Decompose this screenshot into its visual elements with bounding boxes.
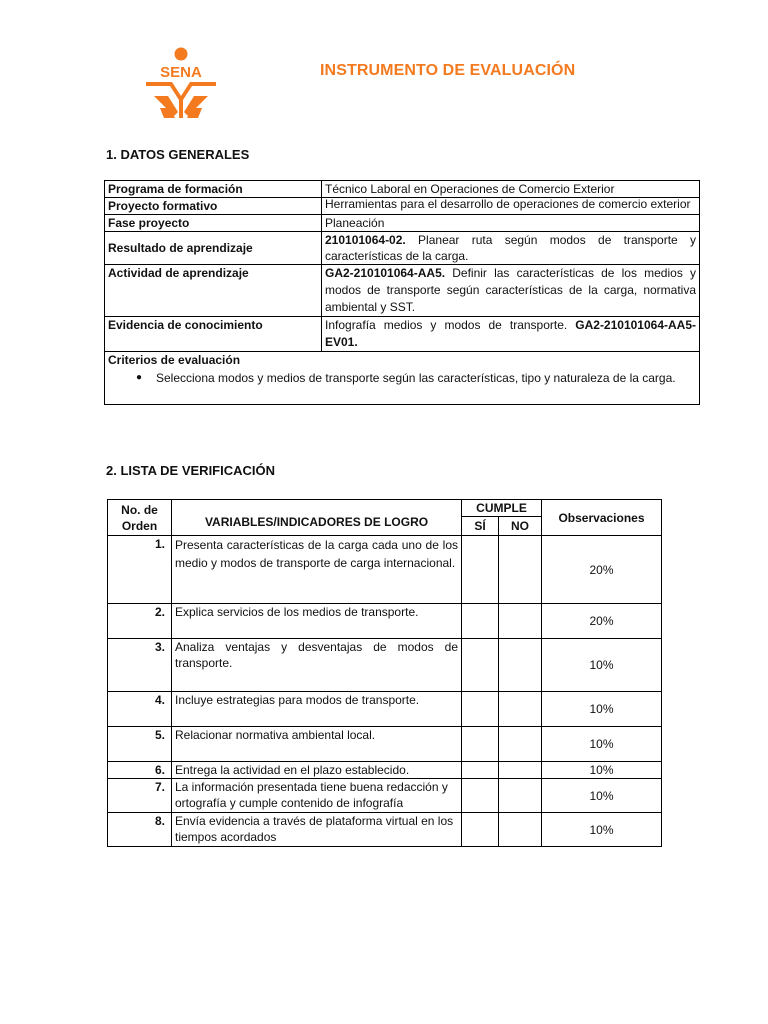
row-obs: 10% xyxy=(542,762,662,779)
table-row xyxy=(105,198,700,215)
table-row xyxy=(108,727,662,762)
row-text: Definir las características de los medios y modos de transporte según características de la carga, normativa ambiental y SST. xyxy=(325,266,696,314)
table-row xyxy=(108,762,662,779)
row-si-cell[interactable] xyxy=(462,813,499,847)
row-indicator: Incluye estrategias para modos de transporte. xyxy=(172,692,462,727)
row-no-cell[interactable] xyxy=(499,639,542,692)
table-row xyxy=(108,692,662,727)
row-indicator: Entrega la actividad en el plazo establecido. xyxy=(172,762,462,779)
section-datos-generales-title: 1. DATOS GENERALES xyxy=(106,147,250,162)
row-text: Infografía medios y modos de transporte. xyxy=(325,318,576,332)
logo-figure xyxy=(146,82,216,118)
row-si-cell[interactable] xyxy=(462,727,499,762)
row-no-cell[interactable] xyxy=(499,604,542,639)
table-row xyxy=(105,265,700,317)
checklist-table xyxy=(107,499,662,847)
table-row xyxy=(108,813,662,847)
general-data-table xyxy=(104,180,700,405)
table-row xyxy=(108,779,662,813)
row-label: Resultado de aprendizaje xyxy=(105,232,322,265)
row-num: 4. xyxy=(108,692,172,727)
criteria-cell xyxy=(105,352,700,405)
row-label: Proyecto formativo xyxy=(105,198,322,215)
col-header-obs: Observaciones xyxy=(542,500,662,536)
row-obs: 20% xyxy=(542,604,662,639)
row-no-cell[interactable] xyxy=(499,779,542,813)
row-value: Herramientas para el desarrollo de operaciones de comercio exterior xyxy=(322,198,700,215)
col-header-si: SÍ xyxy=(462,517,499,536)
row-indicator: Presenta características de la carga cada uno de los medio y modos de transporte de carga internacional. xyxy=(172,536,462,604)
row-obs: 20% xyxy=(542,536,662,604)
criteria-item: ● Selecciona modos y medios de transporte según las características, tipo y naturaleza de la carga. xyxy=(156,370,696,386)
row-si-cell[interactable] xyxy=(462,779,499,813)
row-si-cell[interactable] xyxy=(462,762,499,779)
row-num: 1. xyxy=(108,536,172,604)
document-title: INSTRUMENTO DE EVALUACIÓN xyxy=(320,62,576,79)
table-row xyxy=(108,604,662,639)
table-row xyxy=(105,181,700,198)
row-indicator: Relacionar normativa ambiental local. xyxy=(172,727,462,762)
row-code: GA2-210101064-AA5. xyxy=(325,266,446,280)
row-no-cell[interactable] xyxy=(499,536,542,604)
row-obs: 10% xyxy=(542,692,662,727)
row-num: 8. xyxy=(108,813,172,847)
row-indicator: Analiza ventajas y desventajas de modos de transporte. xyxy=(172,639,462,692)
logo-text: SENA xyxy=(160,64,202,81)
col-header-cumple: CUMPLE xyxy=(462,500,542,517)
row-indicator: La información presentada tiene buena redacción y ortografía y cumple contenido de infografía xyxy=(172,779,462,813)
row-si-cell[interactable] xyxy=(462,604,499,639)
criteria-list xyxy=(108,370,696,386)
row-num: 7. xyxy=(108,779,172,813)
table-row xyxy=(105,352,700,405)
row-value xyxy=(322,317,700,352)
row-obs: 10% xyxy=(542,639,662,692)
row-no-cell[interactable] xyxy=(499,813,542,847)
row-indicator: Envía evidencia a través de plataforma virtual en los tiempos acordados xyxy=(172,813,462,847)
row-si-cell[interactable] xyxy=(462,639,499,692)
sena-logo xyxy=(142,46,220,120)
criteria-title: Criterios de evaluación xyxy=(108,353,241,367)
row-value xyxy=(322,265,700,317)
row-label: Evidencia de conocimiento xyxy=(105,317,322,352)
row-code: 210101064-02. xyxy=(325,233,406,247)
row-obs: 10% xyxy=(542,727,662,762)
table-row xyxy=(105,215,700,232)
section-lista-verificacion-title: 2. LISTA DE VERIFICACIÓN xyxy=(106,463,276,478)
row-value xyxy=(322,232,700,265)
row-label: Actividad de aprendizaje xyxy=(105,265,322,317)
table-row xyxy=(105,317,700,352)
logo-head xyxy=(175,48,188,61)
row-si-cell[interactable] xyxy=(462,692,499,727)
col-header-indicator: VARIABLES/INDICADORES DE LOGRO xyxy=(172,500,462,536)
row-label: Programa de formación xyxy=(105,181,322,198)
table-row xyxy=(108,536,662,604)
row-obs: 10% xyxy=(542,779,662,813)
row-num: 2. xyxy=(108,604,172,639)
row-label: Fase proyecto xyxy=(105,215,322,232)
col-header-num: No. de Orden xyxy=(108,500,172,536)
row-no-cell[interactable] xyxy=(499,692,542,727)
row-indicator: Explica servicios de los medios de transporte. xyxy=(172,604,462,639)
row-no-cell[interactable] xyxy=(499,762,542,779)
row-code: GA2-210101064-AA5-EV01. xyxy=(325,318,696,349)
row-num: 5. xyxy=(108,727,172,762)
row-num: 6. xyxy=(108,762,172,779)
row-value: Planeación xyxy=(322,215,700,232)
row-num: 3. xyxy=(108,639,172,692)
row-obs: 10% xyxy=(542,813,662,847)
row-si-cell[interactable] xyxy=(462,536,499,604)
table-row xyxy=(105,232,700,265)
row-text: Planear ruta según modos de transporte y características de la carga. xyxy=(325,233,696,263)
table-row xyxy=(108,639,662,692)
row-no-cell[interactable] xyxy=(499,727,542,762)
header-row xyxy=(108,500,662,517)
col-header-no: NO xyxy=(499,517,542,536)
row-value: Técnico Laboral en Operaciones de Comercio Exterior xyxy=(322,181,700,198)
